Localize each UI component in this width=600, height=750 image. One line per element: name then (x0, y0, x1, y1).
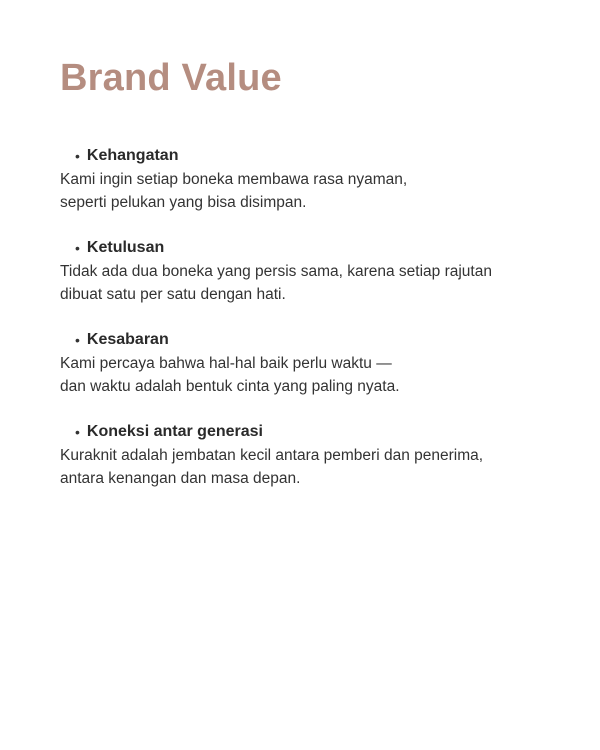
bullet-icon: • (75, 332, 80, 348)
value-name: Koneksi antar generasi (86, 423, 263, 440)
value-description (60, 352, 540, 398)
value-heading (60, 236, 540, 260)
bullet-icon: • (75, 148, 80, 164)
bullet-icon: • (75, 424, 80, 440)
value-description-line: antara kenangan dan masa depan. (60, 470, 301, 487)
page-title: Brand Value (60, 57, 282, 99)
value-heading (60, 144, 540, 168)
value-item-ketulusan (60, 236, 540, 306)
value-name: Ketulusan (86, 239, 165, 256)
value-list (60, 144, 540, 490)
value-description-line: Kuraknit adalah jembatan kecil antara pemberi dan penerima, (60, 447, 484, 464)
value-name: Kesabaran (86, 331, 169, 348)
value-heading (60, 420, 540, 444)
value-description-line: dan waktu adalah bentuk cinta yang paling nyata. (60, 378, 400, 395)
value-item-kesabaran (60, 328, 540, 398)
bullet-icon: • (75, 240, 80, 256)
value-description-line: dibuat satu per satu dengan hati. (60, 286, 286, 303)
value-heading (60, 328, 540, 352)
value-description (60, 168, 540, 214)
value-item-koneksi-antar-generasi (60, 420, 540, 490)
value-description-line: seperti pelukan yang bisa disimpan. (60, 194, 307, 211)
value-description (60, 444, 540, 490)
value-item-kehangatan (60, 144, 540, 214)
value-name: Kehangatan (86, 147, 179, 164)
value-description-line: Tidak ada dua boneka yang persis sama, karena setiap rajutan (60, 263, 492, 280)
value-description-line: Kami percaya bahwa hal-hal baik perlu waktu — (60, 355, 392, 372)
value-description (60, 260, 540, 306)
value-description-line: Kami ingin setiap boneka membawa rasa nyaman, (60, 171, 408, 188)
